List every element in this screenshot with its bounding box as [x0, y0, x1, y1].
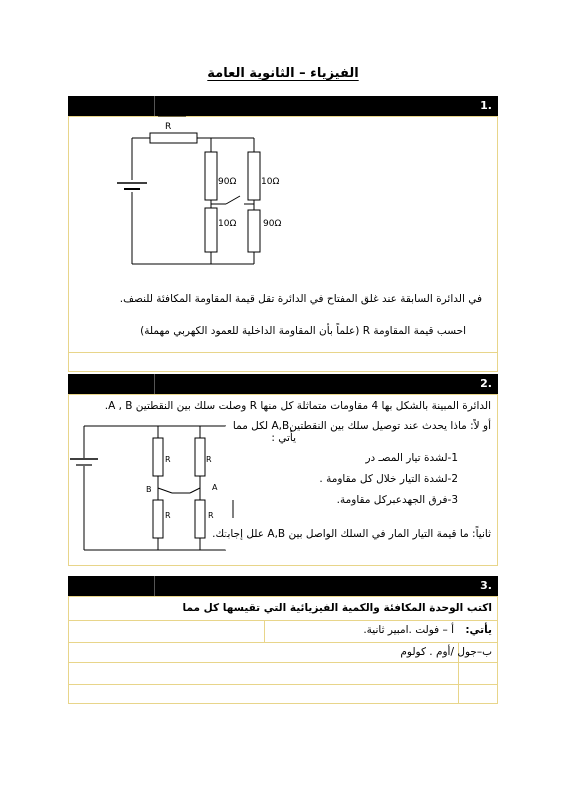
label-10-left: 10Ω	[218, 219, 237, 229]
question-2-item-1: 1-لشدة تيار المصـ در	[365, 452, 458, 464]
question-2-item-2: 2-لشدة التيار خلال كل مقاومة .	[319, 473, 458, 485]
resistor-top-left	[153, 438, 163, 476]
question-2-item-3: 3-فرق الجهدعبركل مقاومة.	[336, 494, 458, 506]
resistor-10-right	[248, 152, 260, 200]
question-3-instruction: اكتب الوحدة المكافئة والكمية الفيزيائية التي تقيسها كل مما	[182, 602, 492, 614]
table-col-rule	[264, 620, 265, 642]
resistor-90-right	[248, 210, 260, 252]
label-10-right: 10Ω	[261, 177, 280, 187]
question-number: 3.	[480, 579, 492, 592]
resistor-top-right	[195, 438, 205, 476]
label-b: B	[146, 485, 152, 494]
label-r: R	[165, 122, 172, 132]
question-2-intro: الدائرة المبينة بالشكل بها 4 مقاومات متماثلة كل منها R وصلت سلك بين النقطتين A , B.	[104, 400, 491, 412]
table-rule	[68, 662, 498, 663]
question-3-header	[68, 576, 498, 596]
table-rule	[68, 684, 498, 685]
resistor-r	[150, 116, 197, 143]
label-90-right: 90Ω	[263, 219, 282, 229]
table-rule	[68, 620, 498, 621]
question-2-part2: ثانياً: ما قيمة التيار المار في السلك الواصل بين A,B علل إجابتك.	[212, 528, 491, 540]
label-a: A	[212, 483, 218, 492]
question-1-task: احسب قيمة المقاومة R (علماً بأن المقاومة الداخلية للعمود الكهربي مهملة)	[140, 325, 466, 337]
label-r-bottom-left: R	[165, 511, 171, 520]
label-r-bottom-right: R	[208, 511, 214, 520]
label-90-left: 90Ω	[218, 177, 237, 187]
resistor-bottom-left	[153, 500, 163, 538]
question-2-part1-cont: يأتي :	[271, 432, 296, 444]
question-3-yati: يأتي:	[465, 624, 492, 636]
battery-icon	[117, 183, 147, 189]
resistor-bottom-right	[195, 500, 205, 538]
question-2-part1: أو لاً: ماذا يحدث عند توصيل سلك بين النقطتينA,B لكل مما	[232, 420, 491, 432]
question-number: 2.	[480, 377, 492, 390]
question-1-footer-line	[68, 352, 498, 353]
page-title: الفيزياء – الثانوية العامة	[207, 66, 359, 81]
circuit-diagram-1	[108, 114, 288, 274]
question-number: 1.	[480, 99, 492, 112]
battery-icon	[70, 459, 98, 465]
label-r-top-right: R	[206, 455, 212, 464]
circuit-diagram-2	[68, 420, 238, 555]
question-1-statement: في الدائرة السابقة عند غلق المفتاح في الدائرة تقل قيمة المقاومة المكافئة للنصف.	[119, 293, 482, 305]
question-3-row-2: ب–جول /أوم . كولوم	[400, 646, 492, 658]
question-3-row-1: أ – فولت .امبير ثانية.	[363, 624, 454, 636]
resistor-90-left	[205, 152, 217, 200]
question-1-header	[68, 96, 498, 116]
label-r-top-left: R	[165, 455, 171, 464]
table-rule	[68, 642, 498, 643]
question-2-header	[68, 374, 498, 394]
resistor-10-left	[205, 208, 217, 252]
